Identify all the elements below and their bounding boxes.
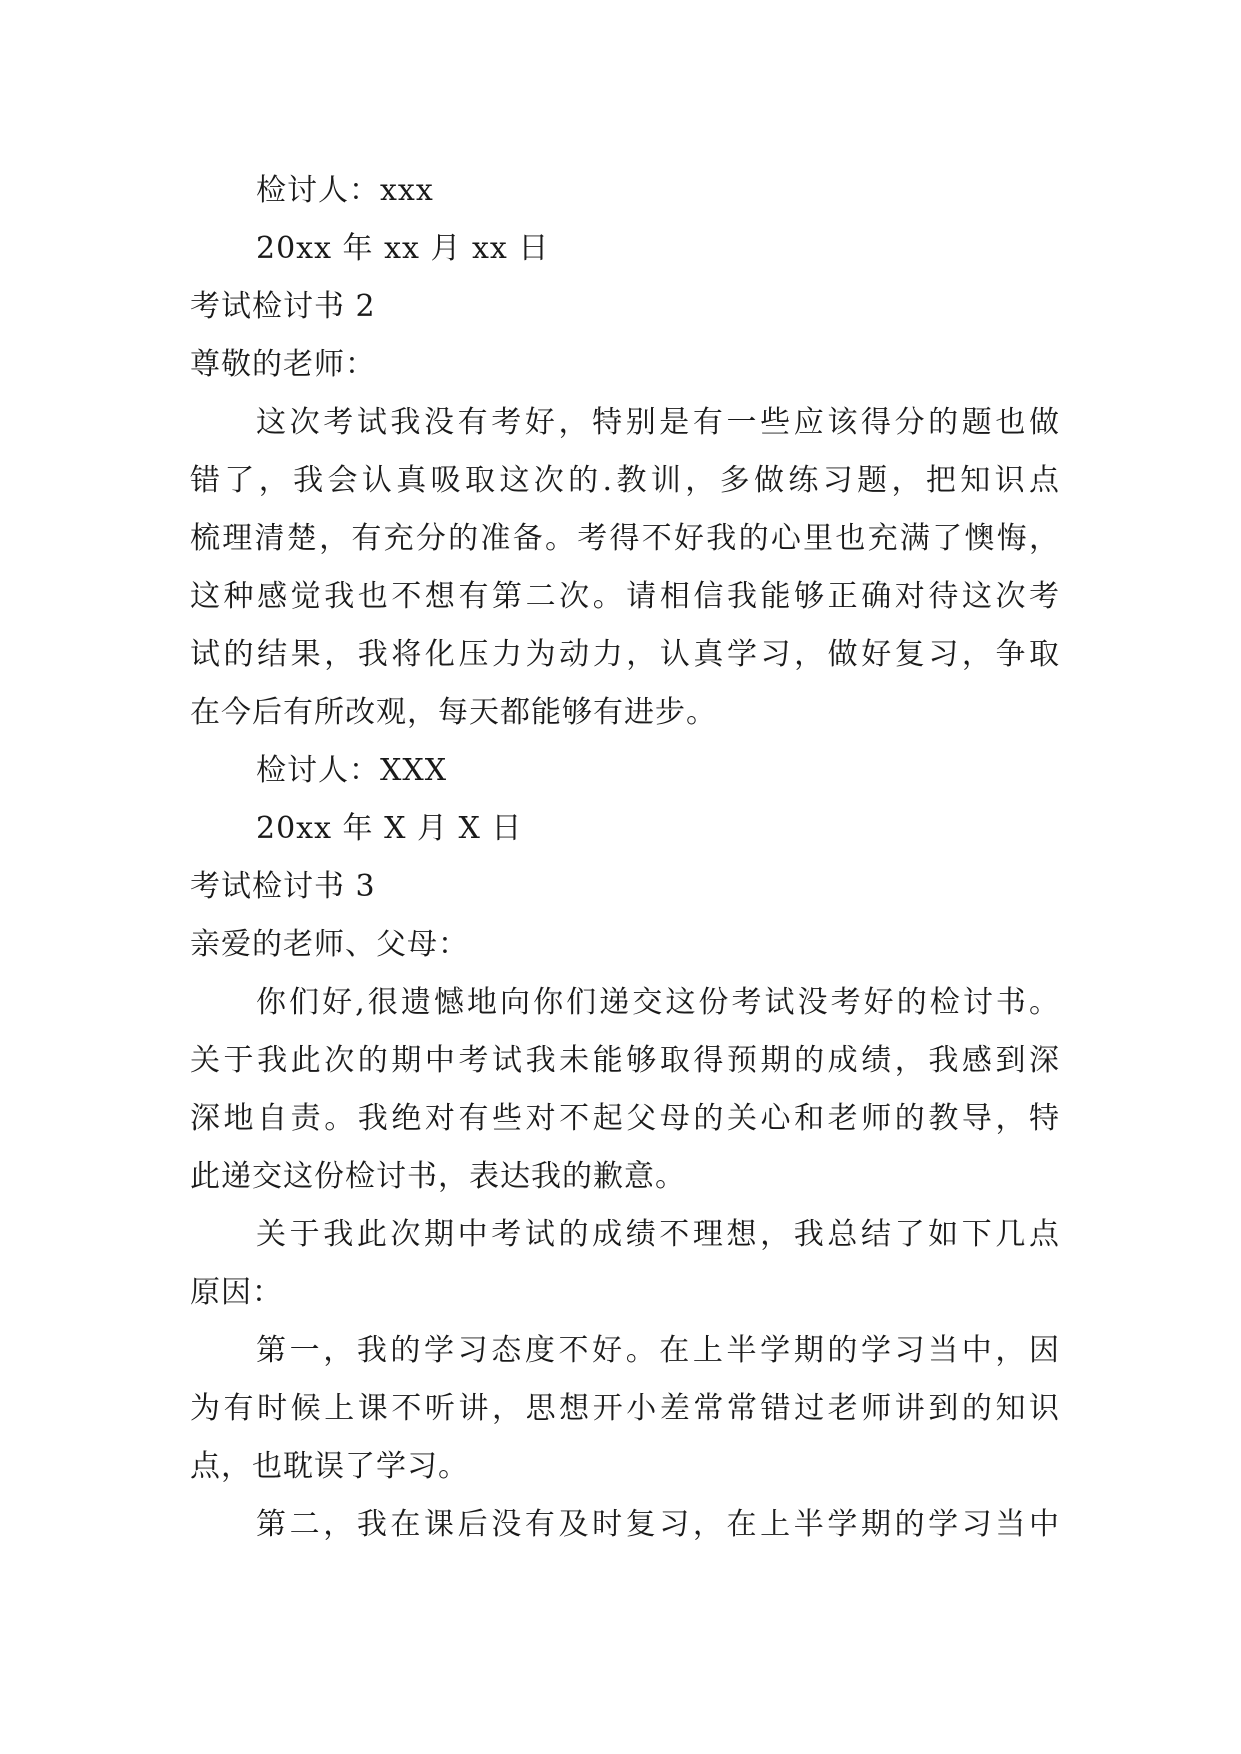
date-line-2: 20xx 年 X 月 X 日 bbox=[256, 811, 523, 846]
section-title-2: 考试检讨书 2 bbox=[190, 289, 376, 324]
section-title-3: 考试检讨书 3 bbox=[190, 869, 376, 904]
signer-line-1: 检讨人：xxx bbox=[256, 173, 434, 208]
text-line: 为有时候上课不听讲，思想开小差常常错过老师讲到的知识 bbox=[190, 1391, 1060, 1426]
text-line: 深地自责。我绝对有些对不起父母的关心和老师的教导，特 bbox=[190, 1101, 1060, 1136]
paragraph-3-1 bbox=[190, 974, 1060, 1206]
text-line: 在今后有所改观，每天都能够有进步。 bbox=[190, 695, 717, 730]
paragraph-2-1 bbox=[190, 394, 1060, 742]
text-line: 你们好,很遗憾地向你们递交这份考试没考好的检讨书。 bbox=[256, 985, 1060, 1020]
text-line: 试的结果，我将化压力为动力，认真学习，做好复习，争取 bbox=[190, 637, 1060, 672]
text-line: 关于我此次期中考试的成绩不理想，我总结了如下几点 bbox=[256, 1217, 1060, 1252]
text-line: 错了，我会认真吸取这次的.教训，多做练习题，把知识点 bbox=[190, 463, 1060, 498]
text-line: 第二，我在课后没有及时复习，在上半学期的学习当中 bbox=[256, 1507, 1060, 1542]
salutation-3: 亲爱的老师、父母： bbox=[190, 927, 469, 962]
paragraph-3-4 bbox=[190, 1496, 1060, 1554]
text-line: 原因： bbox=[190, 1275, 283, 1310]
text-line: 梳理清楚，有充分的准备。考得不好我的心里也充满了懊悔， bbox=[190, 521, 1060, 556]
text-line: 这种感觉我也不想有第二次。请相信我能够正确对待这次考 bbox=[190, 579, 1060, 614]
text-line: 此递交这份检讨书，表达我的歉意。 bbox=[190, 1159, 686, 1194]
paragraph-3-2 bbox=[190, 1206, 1060, 1322]
salutation-2: 尊敬的老师： bbox=[190, 347, 376, 382]
signer-line-2: 检讨人：XXX bbox=[256, 753, 448, 788]
text-line: 这次考试我没有考好，特别是有一些应该得分的题也做 bbox=[256, 405, 1060, 440]
document-page bbox=[190, 162, 1060, 1554]
text-line: 关于我此次的期中考试我未能够取得预期的成绩，我感到深 bbox=[190, 1043, 1060, 1078]
date-line-1: 20xx 年 xx 月 xx 日 bbox=[256, 231, 550, 266]
text-line: 第一，我的学习态度不好。在上半学期的学习当中，因 bbox=[256, 1333, 1060, 1368]
paragraph-3-3 bbox=[190, 1322, 1060, 1496]
text-line: 点，也耽误了学习。 bbox=[190, 1449, 469, 1484]
